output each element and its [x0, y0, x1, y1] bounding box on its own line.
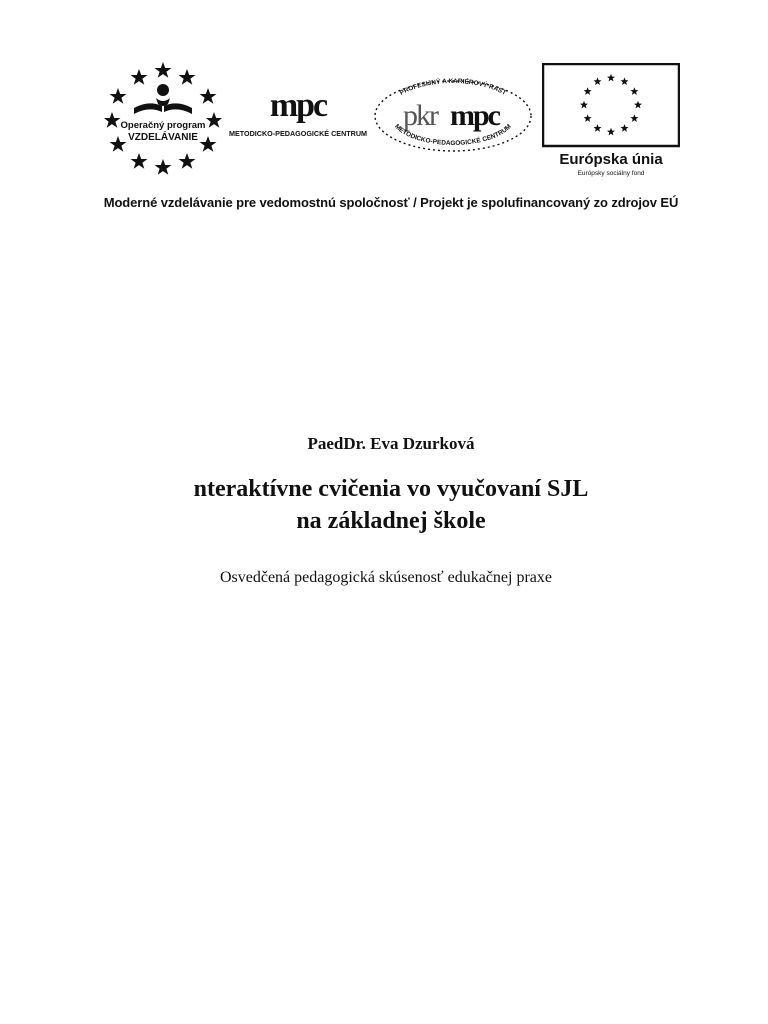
mpc-caption: METODICKO-PEDAGOGICKÉ CENTRUM: [228, 129, 368, 138]
vzdelavanie-label: VZDELÁVANIE: [128, 132, 198, 143]
pkr-arc-top: PROFESIJNÝ A KARIÉROVÝ RAST: [398, 77, 508, 97]
document-title: [0, 473, 768, 537]
mpc-mark: mpc: [269, 87, 327, 124]
logo-header: [0, 0, 768, 190]
operacny-program-logo: [104, 60, 222, 178]
pkr-mpc-mark: mpc: [450, 99, 499, 132]
document-subtitle: Osvedčená pedagogická skúsenosť edukačnej praxe: [219, 569, 553, 586]
pkr-arc-bottom: METODICKO-PEDAGOGICKÉ CENTRUM: [393, 123, 513, 147]
title-line-1: nteraktívne cvičenia vo vyučovaní SJL: [193, 476, 589, 502]
project-tagline: Moderné vzdelávanie pre vedomostnú spoločnosť / Projekt je spolufinancovaný zo zdrojov EÚ: [103, 195, 679, 210]
eu-logo: [542, 63, 680, 178]
mpc-logo: [228, 82, 368, 142]
author-name: PaedDr. Eva Dzurková: [307, 434, 475, 453]
pkr-mark: pkr: [403, 99, 437, 132]
star-ring-icon: [104, 62, 222, 175]
eu-fund: Európsky sociálny fond: [577, 170, 645, 177]
operacny-program-label: Operačný program: [120, 120, 206, 131]
pkr-mpc-logo: [370, 74, 536, 156]
open-book-icon: [134, 84, 192, 114]
eu-name: Európska únia: [559, 151, 663, 168]
title-line-2: na základnej škole: [296, 508, 486, 534]
